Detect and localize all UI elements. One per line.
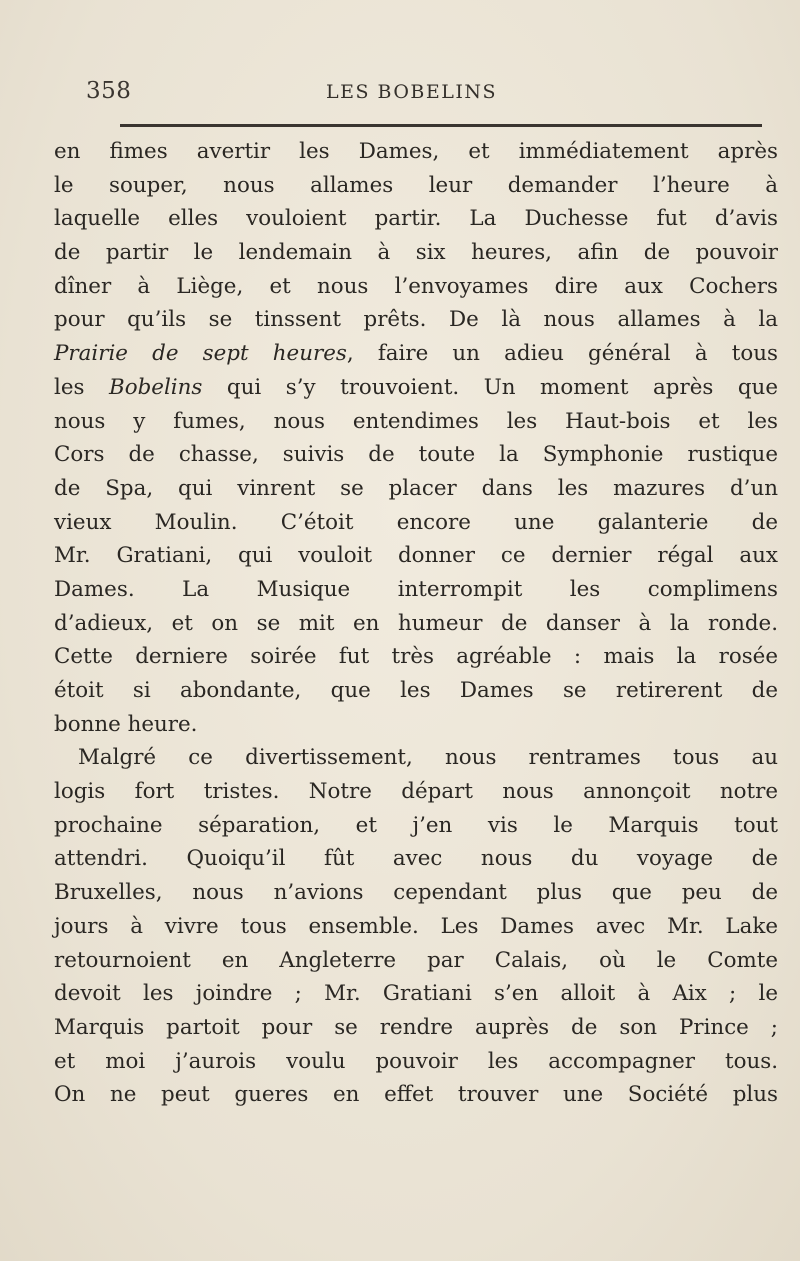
text-line: Dames. La Musique interrompit les complimens bbox=[54, 576, 778, 602]
text-line: devoit les joindre ; Mr. Gratiani s’en alloit à Aix ; le bbox=[54, 981, 778, 1007]
text-line: de Spa, qui vinrent se placer dans les mazures d’un bbox=[54, 475, 778, 501]
page-number: 358 bbox=[86, 78, 132, 104]
page-header bbox=[86, 78, 766, 118]
text-line: dîner à Liège, et nous l’envoyames dire aux Cochers bbox=[54, 273, 778, 299]
text-line bbox=[54, 371, 778, 405]
text-line: laquelle elles vouloient partir. La Duchesse fut d’avis bbox=[54, 206, 778, 232]
text-line: Malgré ce divertissement, nous rentrames tous au bbox=[78, 745, 778, 771]
text-line: logis fort tristes. Notre départ nous annonçoit notre bbox=[54, 779, 778, 805]
text-line: Marquis partoit pour se rendre auprès de son Prince ; bbox=[54, 1014, 778, 1040]
text-line: bonne heure. bbox=[54, 711, 198, 737]
text-line: étoit si abondante, que les Dames se retirerent de bbox=[54, 678, 778, 703]
text-line: le souper, nous allames leur demander l’heure à bbox=[54, 172, 778, 198]
text-line: en fimes avertir les Dames, et immédiatement après bbox=[54, 139, 778, 164]
text-line: jours à vivre tous ensemble. Les Dames avec Mr. Lake bbox=[54, 913, 778, 939]
text-line: retournoient en Angleterre par Calais, où le Comte bbox=[54, 947, 778, 973]
text-line: attendri. Quoiqu’il fût avec nous du voyage de bbox=[54, 846, 778, 872]
text-line: et moi j’aurois voulu pouvoir les accompagner tous. bbox=[54, 1048, 778, 1074]
text-line: nous y fumes, nous entendimes les Haut-bois et les bbox=[54, 408, 778, 434]
text-line: prochaine séparation, et j’en vis le Marquis tout bbox=[54, 812, 778, 838]
text-line: On ne peut gueres en effet trouver une Société plus bbox=[54, 1082, 778, 1108]
group-name-italic: Bobelins bbox=[109, 374, 203, 400]
text-line: vieux Moulin. C’étoit encore une galanterie de bbox=[54, 509, 778, 535]
text-line: Cors de chasse, suivis de toute la Symphonie rustique bbox=[54, 442, 778, 468]
text-fragment: , faire un adieu général à tous bbox=[346, 341, 779, 367]
header-rule bbox=[120, 124, 762, 127]
text-fragment: qui s’y trouvoient. Un moment après que bbox=[202, 374, 778, 400]
text-line bbox=[54, 337, 778, 371]
text-line: Bruxelles, nous n’avions cependant plus que peu de bbox=[54, 880, 778, 906]
text-line: de partir le lendemain à six heures, afin de pouvoir bbox=[54, 240, 778, 266]
text-line: Mr. Gratiani, qui vouloit donner ce dernier régal aux bbox=[54, 543, 778, 569]
text-fragment: les bbox=[54, 374, 109, 400]
running-title: LES BOBELINS bbox=[326, 81, 498, 103]
text-line: Cette derniere soirée fut très agréable : mais la rosée bbox=[54, 644, 778, 670]
place-name-italic: Prairie de sept heures bbox=[54, 341, 347, 367]
text-line: pour qu’ils se tinssent prêts. De là nous allames à la bbox=[54, 307, 778, 333]
body-text bbox=[54, 135, 778, 1112]
text-line: d’adieux, et on se mit en humeur de danser à la ronde. bbox=[54, 610, 778, 636]
